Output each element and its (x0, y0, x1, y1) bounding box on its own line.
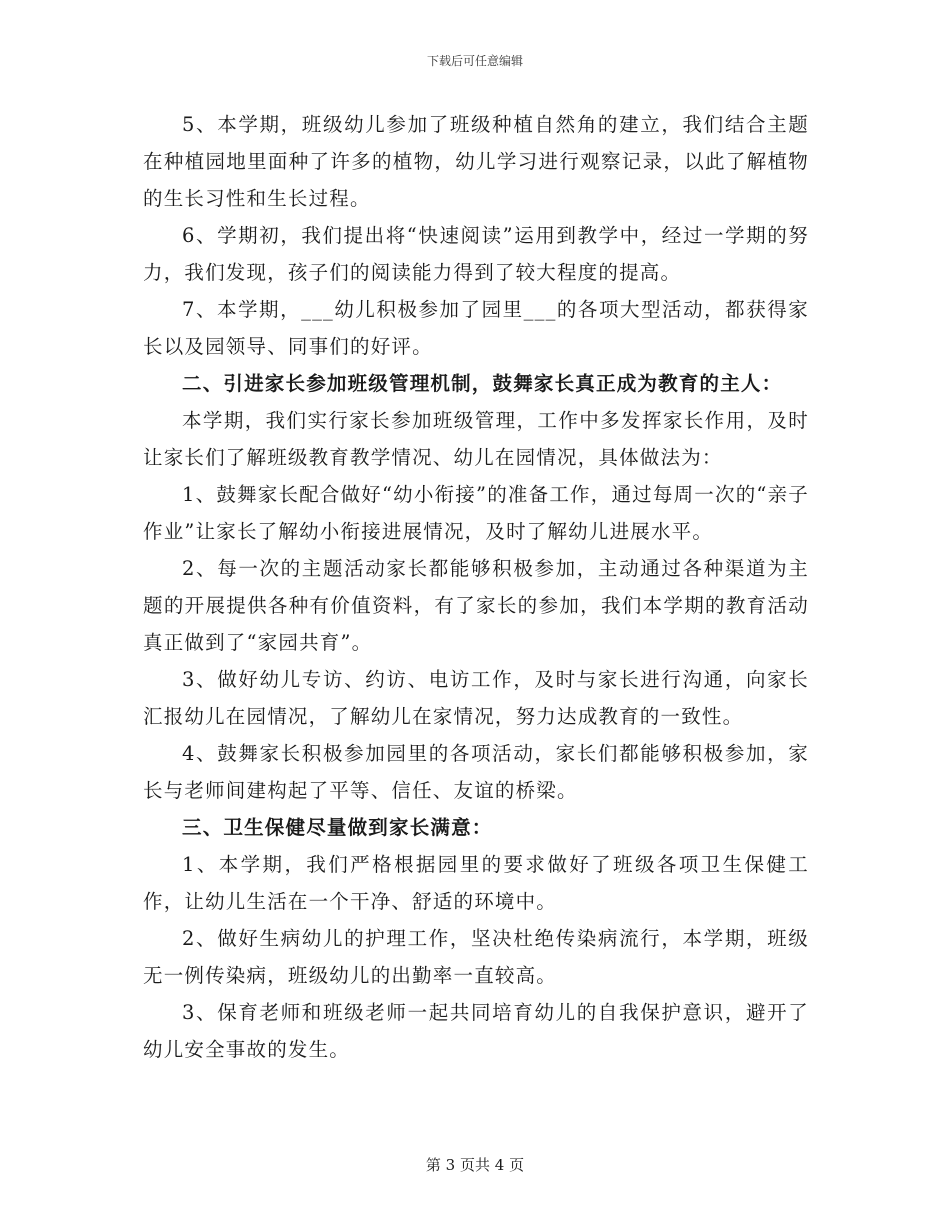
paragraph-item-7: 7、本学期，___幼儿积极参加了园里___的各项大型活动，都获得家长以及园领导、同事们的好评。 (143, 298, 809, 358)
document-body (143, 106, 809, 1068)
section-heading-3: 三、卫生保健尽量做到家长满意： (182, 816, 493, 839)
page-header: 下载后可任意编辑 (426, 54, 523, 68)
paragraph-intro: 本学期，我们实行家长参加班级管理，工作中多发挥家长作用，及时让家长们了解班级教育教学情况、幼儿在园情况，具体做法为： (143, 409, 809, 469)
paragraph-item-4: 4、鼓舞家长积极参加园里的各项活动，家长们都能够积极参加，家长与老师间建构起了平等、信任、友谊的桥梁。 (143, 742, 809, 802)
paragraph-item-3: 3、做好幼儿专访、约访、电访工作，及时与家长进行沟通，向家长汇报幼儿在园情况，了解幼儿在家情况，努力达成教育的一致性。 (143, 668, 809, 728)
paragraph-health-2: 2、做好生病幼儿的护理工作，坚决杜绝传染病流行，本学期，班级无一例传染病，班级幼儿的出勤率一直较高。 (143, 927, 809, 987)
paragraph-health-1: 1、本学期，我们严格根据园里的要求做好了班级各项卫生保健工作，让幼儿生活在一个干净、舒适的环境中。 (143, 853, 809, 913)
page-footer: 第 3 页共 4 页 (425, 1156, 525, 1174)
section-heading-2: 二、引进家长参加班级管理机制，鼓舞家长真正成为教育的主人： (182, 372, 783, 395)
paragraph-item-1: 1、鼓舞家长配合做好“幼小衔接”的准备工作，通过每周一次的“亲子作业”让家长了解幼小衔接进展情况，及时了解幼儿进展水平。 (143, 483, 809, 543)
paragraph-item-6: 6、学期初，我们提出将“快速阅读”运用到教学中，经过一学期的努力，我们发现，孩子们的阅读能力得到了较大程度的提高。 (143, 224, 809, 284)
paragraph-health-3: 3、保育老师和班级老师一起共同培育幼儿的自我保护意识，避开了幼儿安全事故的发生。 (143, 1001, 809, 1061)
paragraph-item-5: 5、本学期，班级幼儿参加了班级种植自然角的建立，我们结合主题在种植园地里面种了许多的植物，幼儿学习进行观察记录，以此了解植物的生长习性和生长过程。 (143, 113, 809, 210)
paragraph-item-2: 2、每一次的主题活动家长都能够积极参加，主动通过各种渠道为主题的开展提供各种有价值资料，有了家长的参加，我们本学期的教育活动真正做到了“家园共育”。 (143, 557, 809, 654)
